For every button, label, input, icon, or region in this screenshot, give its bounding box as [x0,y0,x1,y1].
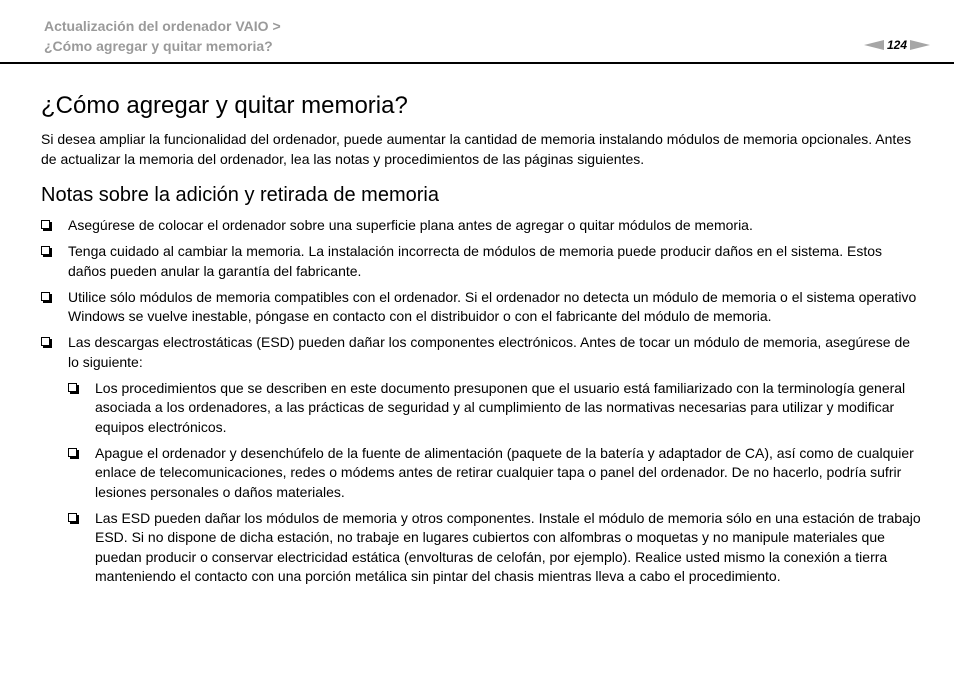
breadcrumb-current: ¿Cómo agregar y quitar memoria? [44,38,273,54]
checkbox-bullet-icon [41,337,50,346]
page-navigator [864,38,930,52]
list-item [41,242,921,281]
list-item-text: Asegúrese de colocar el ordenador sobre una superficie plana antes de agregar o quitar módulos de memoria. [68,217,753,233]
page-number: 124 [887,38,908,52]
checkbox-bullet-icon [68,383,77,392]
sub-list-item [68,509,921,587]
checkbox-bullet-icon [68,513,77,522]
next-page-arrow-icon[interactable] [910,40,930,50]
list-item [41,288,921,327]
list-item [41,333,921,587]
checkbox-bullet-icon [68,448,77,457]
checkbox-bullet-icon [41,292,50,301]
sub-list-item-text: Las ESD pueden dañar los módulos de memoria y otros componentes. Instale el módulo de memoria sólo en una estación de trabajo ESD. Si no dispone de dicha estación, no trabaje en lugares cubiertos con alfombras o moquetas y no manipule materiales que puedan producir o conservar electricidad estática (envolturas de celofán, por ejemplo). Realice usted mismo la conexión a tierra manteniendo el contacto con una porción metálica sin pintar del chasis mientras lleva a cabo el procedimiento. [95,509,921,584]
checkbox-bullet-icon [41,246,50,255]
breadcrumb [44,16,281,56]
notes-list [41,216,921,587]
esd-sublist [68,379,921,587]
sub-list-item-text: Los procedimientos que se describen en este documento presuponen que el usuario está familiarizado con la terminología general asociada a los ordenadores, a las prácticas de seguridad y al cumplimiento de las normativas necesarias para utilizar y modificar equipos electrónicos. [95,379,906,435]
checkbox-bullet-icon [41,220,50,229]
sub-list-item [68,444,921,503]
sub-list-item-text: Apague el ordenador y desenchúfelo de la fuente de alimentación (paquete de la batería y adaptador de CA), así como de cualquier enlace de telecomunicaciones, redes o módems antes de retirar cualquier tapa o panel del ordenador. De no hacerlo, podría sufrir lesiones personales o daños materiales. [95,444,914,500]
list-item-text: Tenga cuidado al cambiar la memoria. La instalación incorrecta de módulos de memoria puede producir daños en el sistema. Estos daños pueden anular la garantía del fabricante. [68,243,882,279]
page-header [0,0,954,64]
intro-paragraph: Si desea ampliar la funcionalidad del ordenador, puede aumentar la cantidad de memoria instalando módulos de memoria opcionales. Antes de actualizar la memoria del ordenador, lea las notas y procedimientos de las páginas siguientes. [41,131,912,167]
sub-list-item [68,379,921,438]
list-item-text: Las descargas electrostáticas (ESD) pueden dañar los componentes electrónicos. Antes de tocar un módulo de memoria, asegúrese de lo siguiente: [68,334,911,370]
header-divider [0,62,954,64]
page-title: ¿Cómo agregar y quitar memoria? [41,92,408,119]
section-title: Notas sobre la adición y retirada de memoria [41,184,439,206]
breadcrumb-link-vaio-update[interactable]: Actualización del ordenador VAIO > [44,18,281,34]
page-content [41,90,921,593]
previous-page-arrow-icon[interactable] [864,40,884,50]
list-item [41,216,921,236]
list-item-text: Utilice sólo módulos de memoria compatibles con el ordenador. Si el ordenador no detecta un módulo de memoria o el sistema operativo Windows se vuelve inestable, póngase en contacto con el distribuidor o con el fabricante del módulo de memoria. [68,288,917,324]
